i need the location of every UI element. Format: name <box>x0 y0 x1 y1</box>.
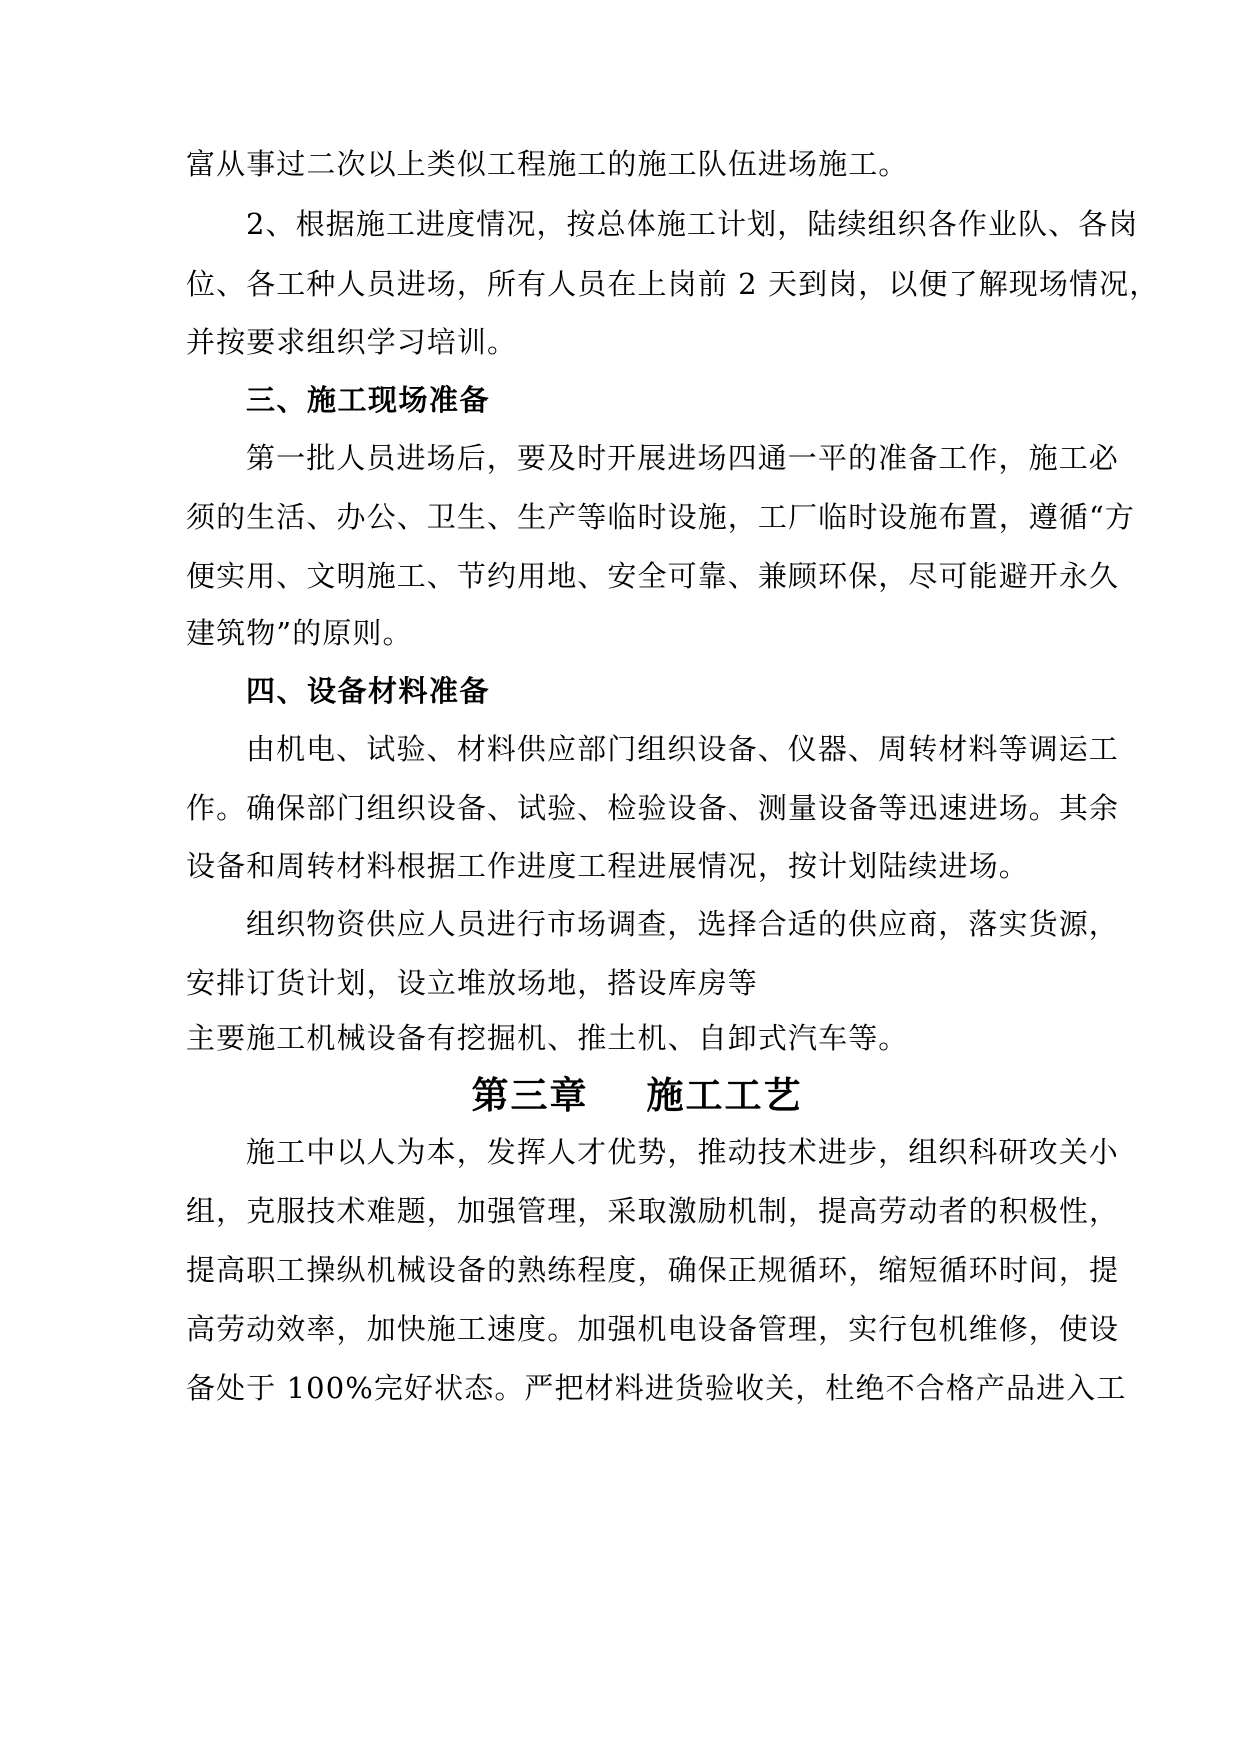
paragraph-line: 提高职工操纵机械设备的熟练程度，确保正规循环，缩短循环时间，提 <box>186 1253 1120 1287</box>
chapter-title: 施工工艺 <box>646 1073 803 1117</box>
paragraph-line: 2、根据施工进度情况，按总体施工计划，陆续组织各作业队、各岗 <box>246 207 1139 241</box>
paragraph-line: 须的生活、办公、卫生、生产等临时设施，工厂临时设施布置，遵循“方 <box>186 500 1136 534</box>
paragraph-line: 建筑物”的原则。 <box>186 616 413 650</box>
chapter-heading <box>186 1070 1088 1120</box>
paragraph-line: 安排订货计划，设立堆放场地，搭设库房等 <box>186 966 758 1000</box>
paragraph-line: 备处于 100%完好状态。严把材料进货验收关，杜绝不合格产品进入工 <box>186 1371 1127 1405</box>
paragraph-line: 作。确保部门组织设备、试验、检验设备、测量设备等迅速进场。其余 <box>186 791 1120 825</box>
paragraph-line: 便实用、文明施工、节约用地、安全可靠、兼顾环保，尽可能避开永久 <box>186 559 1120 593</box>
paragraph-line: 组织物资供应人员进行市场调查，选择合适的供应商，落实货源， <box>246 907 1119 941</box>
document-page <box>186 0 1160 1754</box>
paragraph-line: 由机电、试验、材料供应部门组织设备、仪器、周转材料等调运工 <box>246 732 1119 766</box>
paragraph-line: 位、各工种人员进场，所有人员在上岗前 2 天到岗，以便了解现场情况， <box>186 267 1160 301</box>
paragraph-line: 第一批人员进场后，要及时开展进场四通一平的准备工作，施工必 <box>246 441 1119 475</box>
paragraph-line: 施工中以人为本，发挥人才优势，推动技术进步，组织科研攻关小 <box>246 1135 1119 1169</box>
paragraph-line: 设备和周转材料根据工作进度工程进展情况，按计划陆续进场。 <box>186 849 1029 883</box>
section-heading: 四、设备材料准备 <box>246 674 491 708</box>
paragraph-line: 富从事过二次以上类似工程施工的施工队伍进场施工。 <box>186 147 909 181</box>
paragraph-line: 高劳动效率，加快施工速度。加强机电设备管理，实行包机维修，使设 <box>186 1312 1120 1346</box>
paragraph-line: 组，克服技术难题，加强管理，采取激励机制，提高劳动者的积极性， <box>186 1194 1120 1228</box>
chapter-number: 第三章 <box>471 1073 589 1117</box>
paragraph-line: 并按要求组织学习培训。 <box>186 325 518 359</box>
section-heading: 三、施工现场准备 <box>246 383 491 417</box>
paragraph-line: 主要施工机械设备有挖掘机、推土机、自卸式汽车等。 <box>186 1021 909 1055</box>
